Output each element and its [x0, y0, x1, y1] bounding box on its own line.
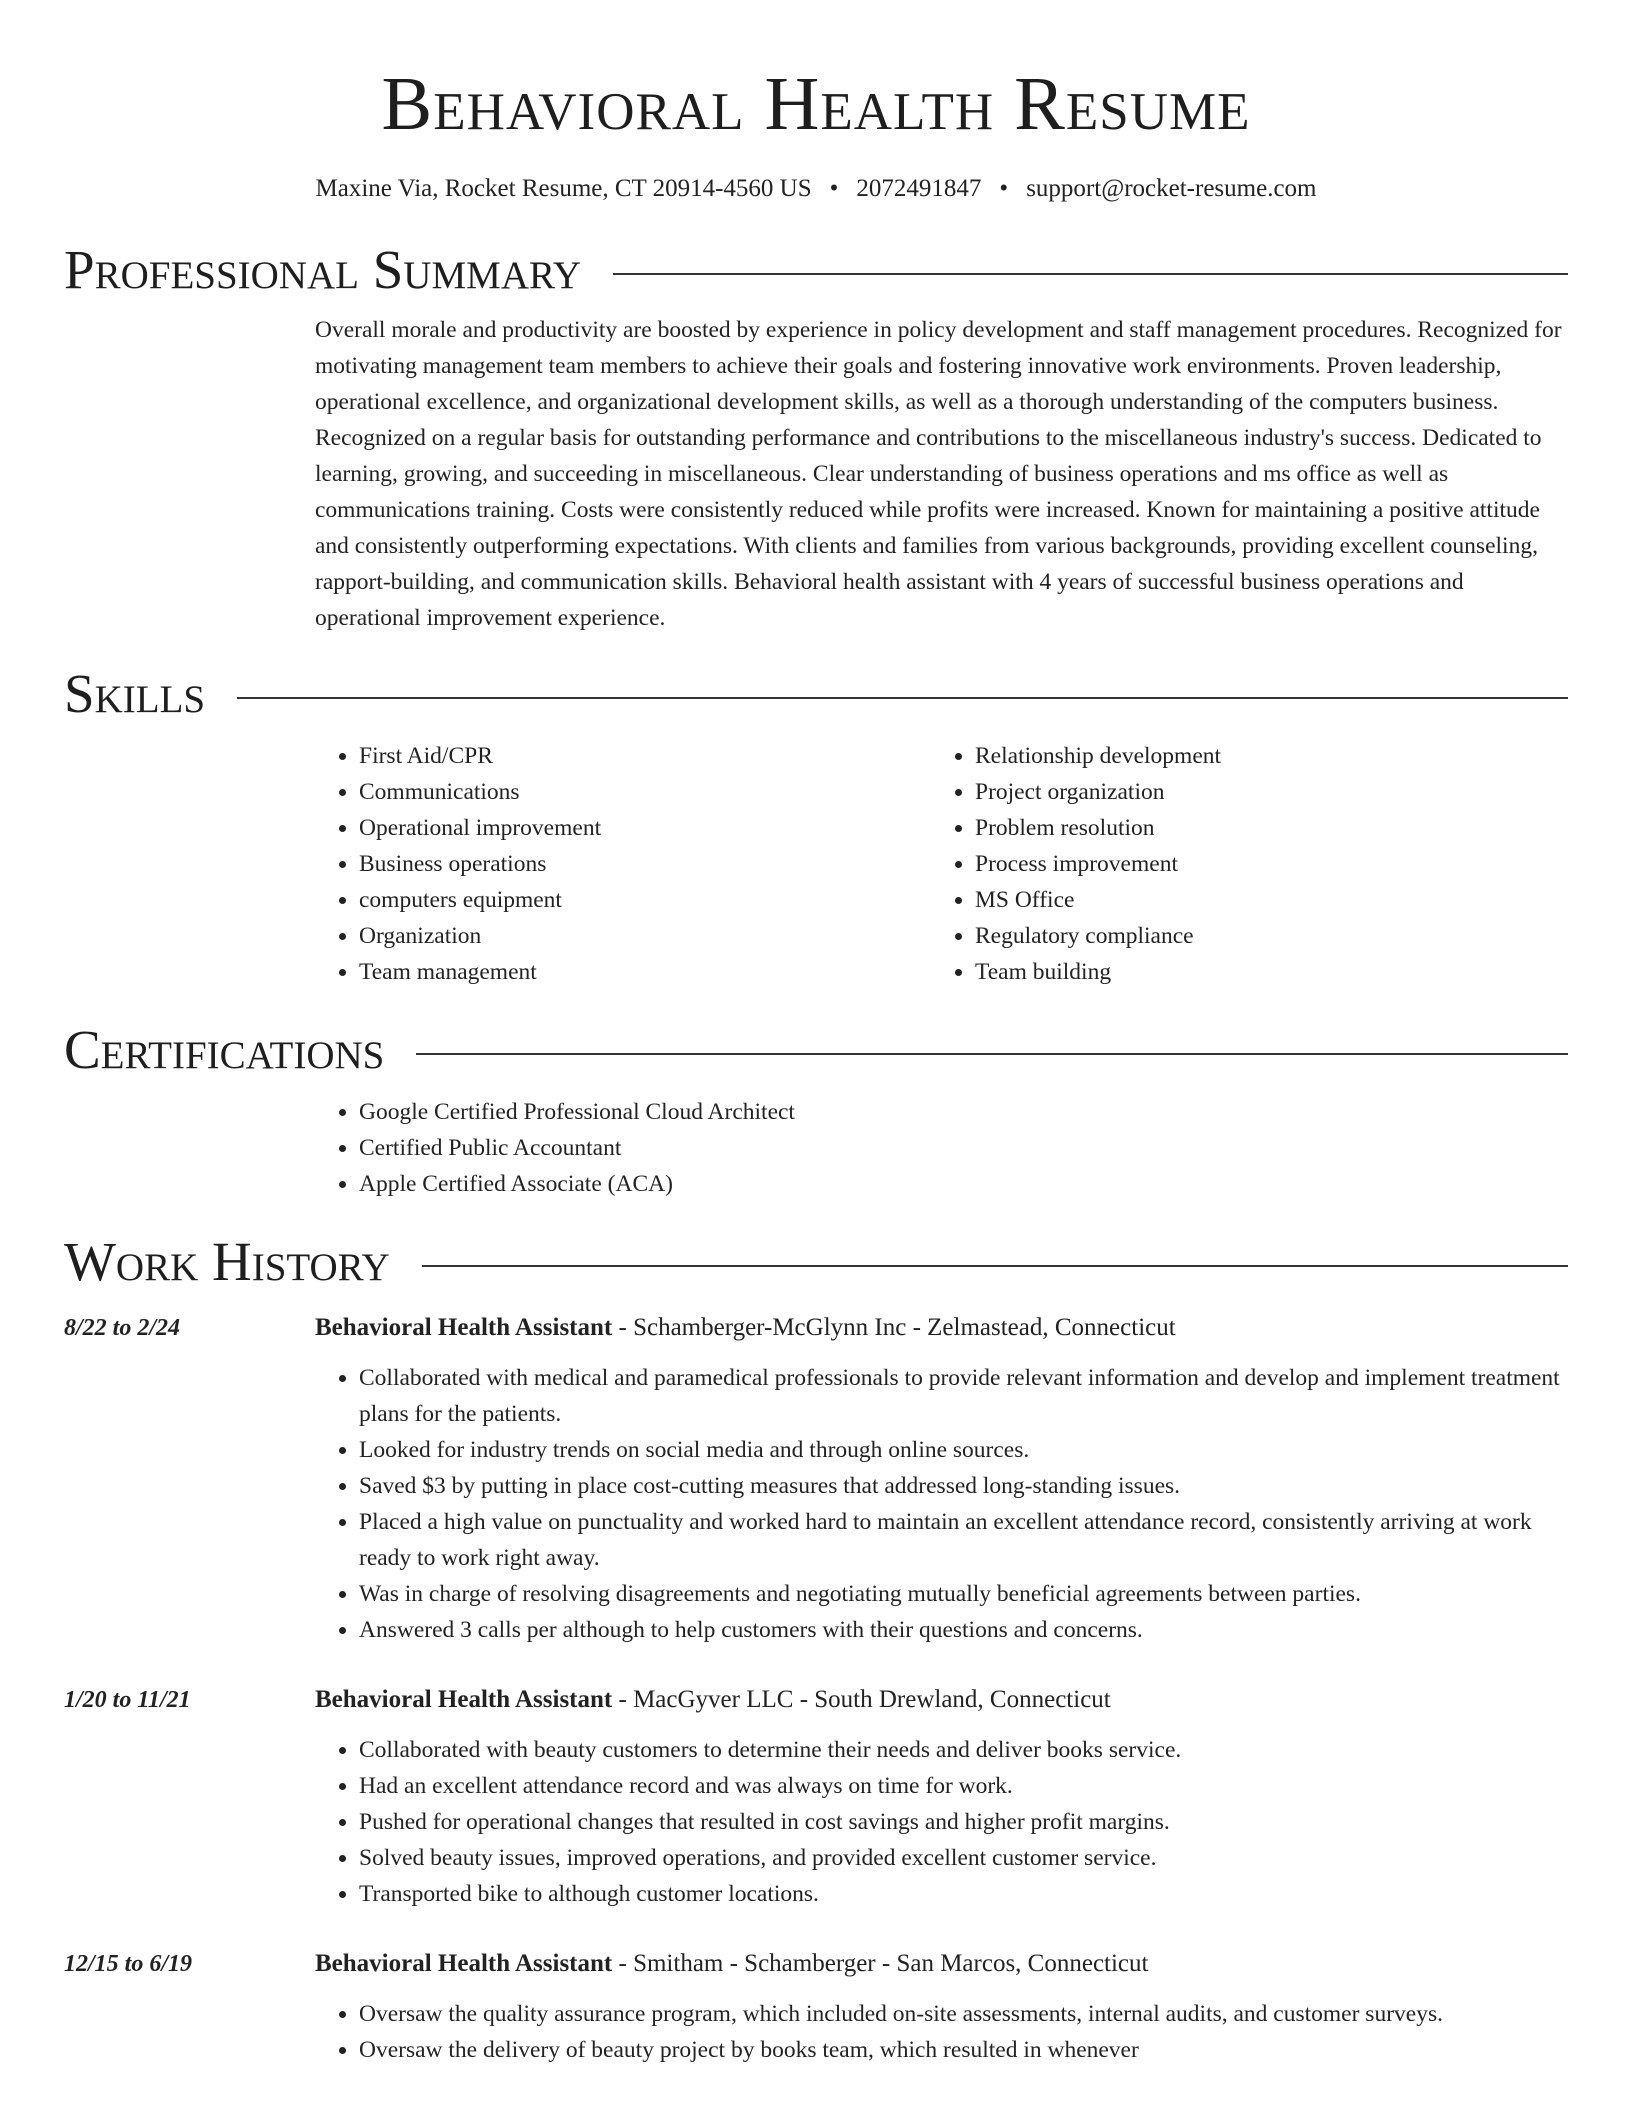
- certifications-heading: Certifications: [64, 1019, 385, 1080]
- work-history-heading: Work History: [64, 1231, 390, 1292]
- job-bullet: • Transported bike to although customer locations.: [359, 1876, 1568, 1912]
- job-dates: 1/20 to 11/21: [64, 1687, 191, 1713]
- job-details: [315, 1682, 1568, 1912]
- section-divider: [416, 1053, 1568, 1055]
- contact-address: Maxine Via, Rocket Resume, CT 20914-4560 US: [315, 175, 812, 202]
- certifications-list: [315, 1094, 1568, 1202]
- section-divider: [237, 697, 1568, 699]
- contact-separator: •: [999, 175, 1009, 202]
- certifications-section: [64, 1020, 1568, 1202]
- skill-item: • Relationship development: [975, 738, 1547, 774]
- job-bullets: [315, 1996, 1568, 2068]
- contact-phone: 2072491847: [856, 175, 982, 202]
- job-role: Behavioral Health Assistant: [315, 1950, 613, 1977]
- job-bullet: • Collaborated with beauty customers to determine their needs and deliver books service.: [359, 1732, 1568, 1768]
- certification-item: • Google Certified Professional Cloud Architect: [359, 1094, 1568, 1130]
- work-history-header: [64, 1232, 1568, 1292]
- skills-list-left: [315, 738, 931, 990]
- job-dates: 8/22 to 2/24: [64, 1315, 181, 1341]
- job-heading: [315, 1682, 1568, 1718]
- job-bullet: • Oversaw the delivery of beauty project by books team, which resulted in whenever: [359, 2032, 1568, 2068]
- job-bullet: • Looked for industry trends on social media and through online sources.: [359, 1432, 1568, 1468]
- skill-item: • Organization: [359, 918, 931, 954]
- skill-item: • computers equipment: [359, 882, 931, 918]
- job-details: [315, 1310, 1568, 1648]
- certifications-body: [315, 1094, 1568, 1202]
- skill-item: • Team management: [359, 954, 931, 990]
- section-divider: [613, 273, 1568, 275]
- job-bullet: • Collaborated with medical and paramedical professionals to provide relevant information and develop and implement treatment plans for the patients.: [359, 1360, 1568, 1432]
- job-bullet: • Placed a high value on punctuality and worked hard to maintain an excellent attendance record, consistently arriving at work ready to work right away.: [359, 1504, 1568, 1576]
- skills-column-left: [315, 738, 931, 990]
- job-bullet: • Pushed for operational changes that resulted in cost savings and higher profit margins.: [359, 1804, 1568, 1840]
- skill-item: • Project organization: [975, 774, 1547, 810]
- certification-item: • Apple Certified Associate (ACA): [359, 1166, 1568, 1202]
- summary-heading: Professional Summary: [64, 239, 582, 300]
- certification-item: • Certified Public Accountant: [359, 1130, 1568, 1166]
- skill-item: • Process improvement: [975, 846, 1547, 882]
- job-entry: [64, 1310, 1568, 1648]
- skill-item: • MS Office: [975, 882, 1547, 918]
- summary-section: [64, 240, 1568, 636]
- job-bullet: • Had an excellent attendance record and was always on time for work.: [359, 1768, 1568, 1804]
- skill-item: • Business operations: [359, 846, 931, 882]
- job-company-location: - Smitham - Schamberger - San Marcos, Connecticut: [612, 1950, 1149, 1977]
- job-company-location: - Schamberger-McGlynn Inc - Zelmastead, Connecticut: [612, 1314, 1176, 1341]
- contact-email: support@rocket-resume.com: [1026, 175, 1317, 202]
- job-bullets: [315, 1360, 1568, 1648]
- job-dates: 12/15 to 6/19: [64, 1951, 193, 1977]
- section-divider: [422, 1265, 1568, 1267]
- job-details: [315, 1946, 1568, 2068]
- job-entry: [64, 1946, 1568, 2068]
- skills-header: [64, 664, 1568, 724]
- skill-item: • Communications: [359, 774, 931, 810]
- job-entry: [64, 1682, 1568, 1912]
- skills-heading: Skills: [64, 663, 206, 724]
- summary-body: [315, 312, 1568, 636]
- skills-list-right: [931, 738, 1547, 990]
- skills-grid: [315, 738, 1568, 990]
- job-bullet: • Saved $3 by putting in place cost-cutting measures that addressed long-standing issues.: [359, 1468, 1568, 1504]
- skills-section: [64, 664, 1568, 990]
- job-company-location: - MacGyver LLC - South Drewland, Connecticut: [612, 1686, 1111, 1713]
- skill-item: • Problem resolution: [975, 810, 1547, 846]
- resume-title: Behavioral Health Resume: [381, 62, 1251, 146]
- summary-text: Overall morale and productivity are boosted by experience in policy development and staff management procedures. Recognized for motivating management team members to achieve their goals and fostering innovative work environments. Proven leadership, operational excellence, and organizational development skills, as well as a thorough understanding of the computers business. Recognized on a regular basis for outstanding performance and contributions to the miscellaneous industry's success. Dedicated to learning, growing, and succeeding in miscellaneous. Clear understanding of business operations and ms office as well as communications training. Costs were consistently reduced while profits were increased. Known for maintaining a positive attitude and consistently outperforming expectations. With clients and families from various backgrounds, providing excellent counseling, rapport-building, and communication skills. Behavioral health assistant with 4 years of successful business operations and operational improvement experience.: [315, 317, 1562, 631]
- skill-item: • First Aid/CPR: [359, 738, 931, 774]
- certifications-header: [64, 1020, 1568, 1080]
- job-bullet: • Oversaw the quality assurance program, which included on-site assessments, internal audits, and customer surveys.: [359, 1996, 1568, 2032]
- job-heading: [315, 1310, 1568, 1346]
- job-role: Behavioral Health Assistant: [315, 1686, 613, 1713]
- summary-header: [64, 240, 1568, 300]
- skills-column-right: [931, 738, 1547, 990]
- job-bullet: • Was in charge of resolving disagreements and negotiating mutually beneficial agreements between parties.: [359, 1576, 1568, 1612]
- job-bullets: [315, 1732, 1568, 1912]
- job-heading: [315, 1946, 1568, 1982]
- skills-body: [315, 738, 1568, 990]
- contact-separator: •: [829, 175, 839, 202]
- skill-item: • Regulatory compliance: [975, 918, 1547, 954]
- skill-item: • Team building: [975, 954, 1547, 990]
- job-bullet: • Solved beauty issues, improved operations, and provided excellent customer service.: [359, 1840, 1568, 1876]
- job-role: Behavioral Health Assistant: [315, 1314, 613, 1341]
- skill-item: • Operational improvement: [359, 810, 931, 846]
- contact-line: [64, 172, 1568, 206]
- job-bullet: • Answered 3 calls per although to help customers with their questions and concerns.: [359, 1612, 1568, 1648]
- work-history-section: [64, 1232, 1568, 2068]
